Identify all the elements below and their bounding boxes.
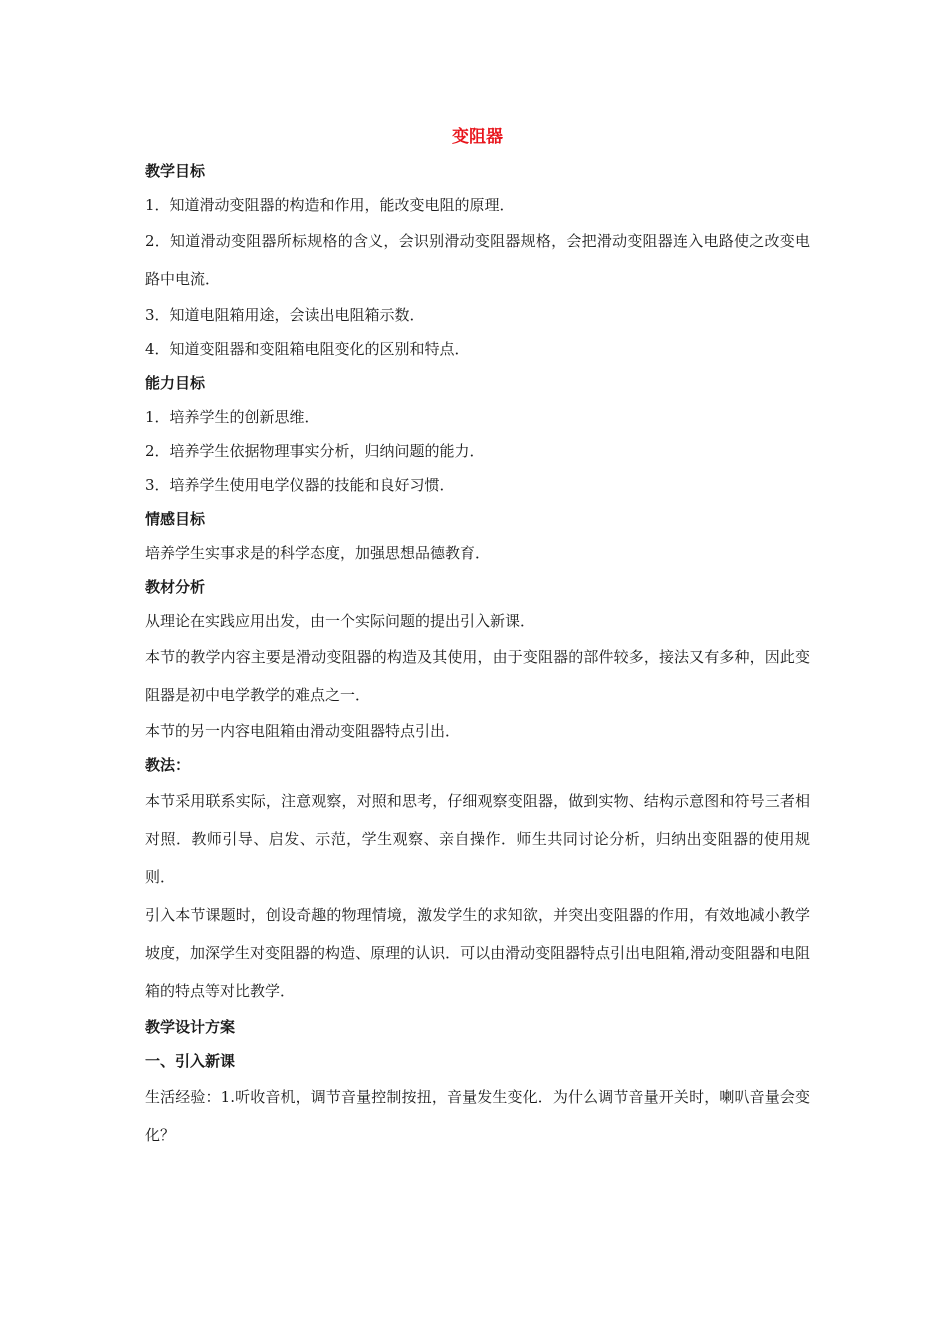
section-heading: 教材分析 — [145, 578, 206, 596]
paragraph: 1．知道滑动变阻器的构造和作用，能改变电阻的原理． — [145, 196, 515, 214]
paragraph: 3．知道电阻箱用途，会读出电阻箱示数． — [145, 306, 425, 324]
section-emotion-goals — [145, 502, 810, 570]
section-material-analysis — [145, 570, 810, 748]
paragraph: 本节的教学内容主要是滑动变阻器的构造及其使用，由于变阻器的部件较多，接法又有多种，因此变阻器是初中电学教学的难点之一． — [145, 648, 810, 704]
section-design-plan — [145, 1010, 810, 1044]
section-heading: 情感目标 — [145, 510, 206, 528]
section-teaching-method — [145, 748, 810, 1010]
section-heading: 一、引入新课 — [145, 1052, 236, 1070]
paragraph: 4．知道变阻器和变阻箱电阻变化的区别和特点． — [145, 340, 470, 358]
paragraph: 培养学生实事求是的科学态度，加强思想品德教育． — [145, 544, 491, 562]
paragraph: 引入本节课题时，创设奇趣的物理情境，激发学生的求知欲，并突出变阻器的作用，有效地减小教学坡度，加深学生对变阻器的构造、原理的认识．可以由滑动变阻器特点引出电阻箱,滑动变阻器和电阻箱的特点等对比教学． — [145, 906, 810, 1000]
section-introduce-new-lesson — [145, 1044, 810, 1154]
paragraph: 2．知道滑动变阻器所标规格的含义，会识别滑动变阻器规格，会把滑动变阻器连入电路使之改变电路中电流． — [145, 232, 810, 288]
paragraph: 3．培养学生使用电学仪器的技能和良好习惯． — [145, 476, 455, 494]
paragraph: 本节的另一内容电阻箱由滑动变阻器特点引出． — [145, 722, 461, 740]
section-heading: 教学目标 — [145, 162, 206, 180]
paragraph: 1．培养学生的创新思维． — [145, 408, 320, 426]
paragraph: 从理论在实践应用出发，由一个实际问题的提出引入新课． — [145, 612, 536, 630]
section-ability-goals — [145, 366, 810, 502]
document-title: 变阻器 — [452, 127, 503, 147]
section-heading: 能力目标 — [145, 374, 206, 392]
document-page — [145, 120, 810, 1154]
section-heading: 教学设计方案 — [145, 1018, 236, 1036]
section-teaching-goals — [145, 154, 810, 366]
paragraph: 生活经验：1.听收音机，调节音量控制按扭，音量发生变化．为什么调节音量开关时，喇叭音量会变化？ — [145, 1088, 810, 1144]
section-heading: 教法： — [145, 756, 191, 774]
paragraph: 2．培养学生依据物理事实分析，归纳问题的能力． — [145, 442, 485, 460]
paragraph: 本节采用联系实际，注意观察，对照和思考，仔细观察变阻器，做到实物、结构示意图和符号三者相对照．教师引导、启发、示范，学生观察、亲自操作．师生共同讨论分析，归纳出变阻器的使用规则． — [145, 792, 810, 886]
